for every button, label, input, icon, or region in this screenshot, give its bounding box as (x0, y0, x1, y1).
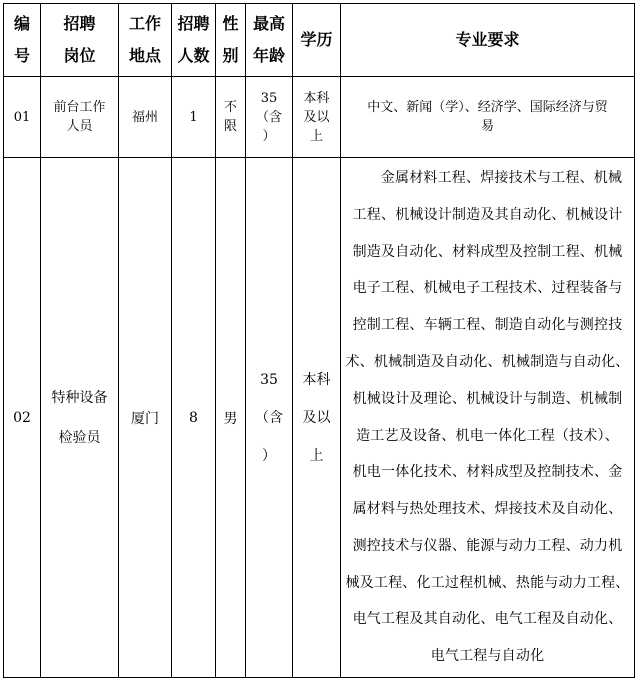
header-education: 学历 (293, 4, 341, 77)
header-age: 最高 年龄 (246, 4, 293, 77)
header-position: 招聘 岗位 (41, 4, 119, 77)
cell-age: 35 （含 ） (246, 77, 293, 158)
cell-gender: 不 限 (216, 77, 246, 158)
cell-location: 福州 (119, 77, 172, 158)
cell-position: 特种设备 检验员 (41, 158, 119, 678)
cell-no: 01 (4, 77, 41, 158)
cell-education: 本科 及以 上 (293, 158, 341, 678)
cell-age: 35 （含 ） (246, 158, 293, 678)
cell-count: 8 (172, 158, 216, 678)
cell-location: 厦门 (119, 158, 172, 678)
header-gender: 性 别 (216, 4, 246, 77)
cell-education: 本科 及以 上 (293, 77, 341, 158)
header-row (4, 4, 635, 77)
cell-no: 02 (4, 158, 41, 678)
cell-count: 1 (172, 77, 216, 158)
recruitment-table (3, 3, 635, 678)
header-location: 工作 地点 (119, 4, 172, 77)
header-no: 编 号 (4, 4, 41, 77)
cell-major: 中文、新闻（学）、经济学、国际经济与贸 易 (341, 77, 635, 158)
table-row (4, 158, 635, 678)
table-row (4, 77, 635, 158)
cell-position: 前台工作 人员 (41, 77, 119, 158)
cell-major: 金属材料工程、焊接技术与工程、机械 工程、机械设计制造及其自动化、机械设计 制造及自动化、材料成型及控制工程、机械 电子工程、机械电子工程技术、过程装备与 控制工程、车辆工程、制造自动化与测控技 术、机械制造及自动化、机械制造与自动化、 机械设计及理论、机械设计与制造、机械制 造工艺及设备、机电一体化工程（技术）、 机电一体化技术、材料成型及控制技术、金 属材料与热处理技术、焊接技术及自动化、 测控技术与仪器、能源与动力工程、动力机 械及工程、化工过程机械、热能与动力工程、 电气工程及其自动化、电气工程及自动化、 电气工程与自动化 (341, 158, 635, 678)
header-major: 专业要求 (341, 4, 635, 77)
cell-gender: 男 (216, 158, 246, 678)
header-count: 招聘 人数 (172, 4, 216, 77)
